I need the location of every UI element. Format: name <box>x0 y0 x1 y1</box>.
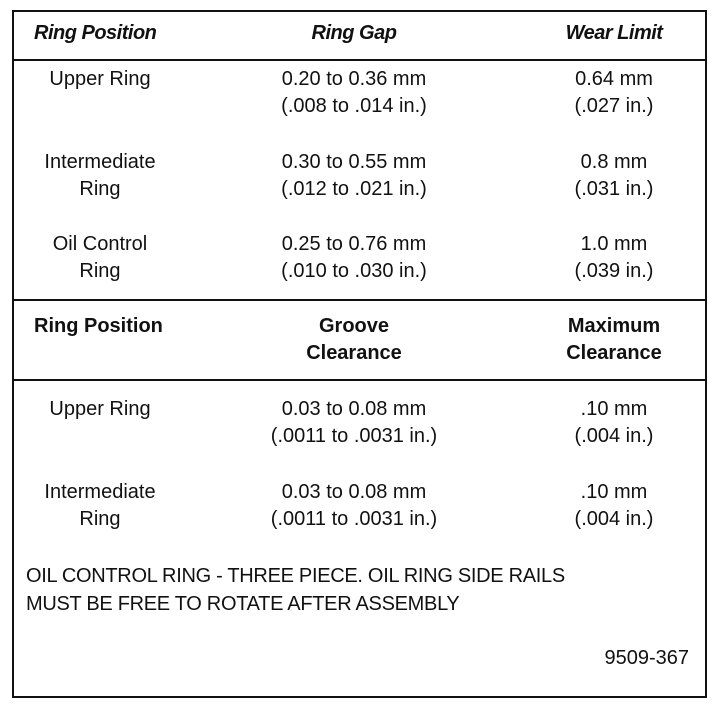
cell-limit: 0.64 mm (.027 in.) <box>574 68 654 117</box>
cell-position: Upper Ring <box>49 398 151 420</box>
cell-groove: 0.03 to 0.08 mm (.0011 to .0031 in.) <box>270 398 438 447</box>
figure-id: 9509-367 <box>604 647 689 669</box>
cell-position: Upper Ring <box>49 68 151 90</box>
ring-spec-table <box>12 10 707 698</box>
cell-gap: 0.20 to 0.36 mm (.008 to .014 in.) <box>281 68 427 117</box>
table2-row-upper <box>14 396 705 454</box>
cell-max: .10 mm (.004 in.) <box>574 398 654 447</box>
header-ring-gap: Ring Gap <box>311 22 397 44</box>
table1-row-upper <box>14 66 705 124</box>
table2-row-intermediate <box>14 479 705 537</box>
cell-position: Intermediate Ring <box>44 151 156 200</box>
header-groove-clearance: Groove Clearance <box>306 315 402 364</box>
header-wear-limit: Wear Limit <box>565 22 663 44</box>
header-ring-position: Ring Position <box>34 315 163 337</box>
table1-row-intermediate <box>14 149 705 207</box>
cell-position: Intermediate Ring <box>44 481 156 530</box>
table1-header <box>14 12 705 61</box>
cell-limit: 1.0 mm (.039 in.) <box>574 233 654 282</box>
header-maximum-clearance: Maximum Clearance <box>566 315 662 364</box>
cell-limit: 0.8 mm (.031 in.) <box>574 151 654 200</box>
table2-header <box>14 299 705 381</box>
cell-gap: 0.30 to 0.55 mm (.012 to .021 in.) <box>281 151 427 200</box>
cell-max: .10 mm (.004 in.) <box>574 481 654 530</box>
header-ring-position: Ring Position <box>34 22 157 44</box>
assembly-note: OIL CONTROL RING - THREE PIECE. OIL RING SIDE RAILS MUST BE FREE TO ROTATE AFTER ASSEMBLY <box>26 565 565 615</box>
cell-groove: 0.03 to 0.08 mm (.0011 to .0031 in.) <box>270 481 438 530</box>
cell-position: Oil Control Ring <box>52 233 148 282</box>
cell-gap: 0.25 to 0.76 mm (.010 to .030 in.) <box>281 233 427 282</box>
table1-row-oil-control <box>14 231 705 289</box>
